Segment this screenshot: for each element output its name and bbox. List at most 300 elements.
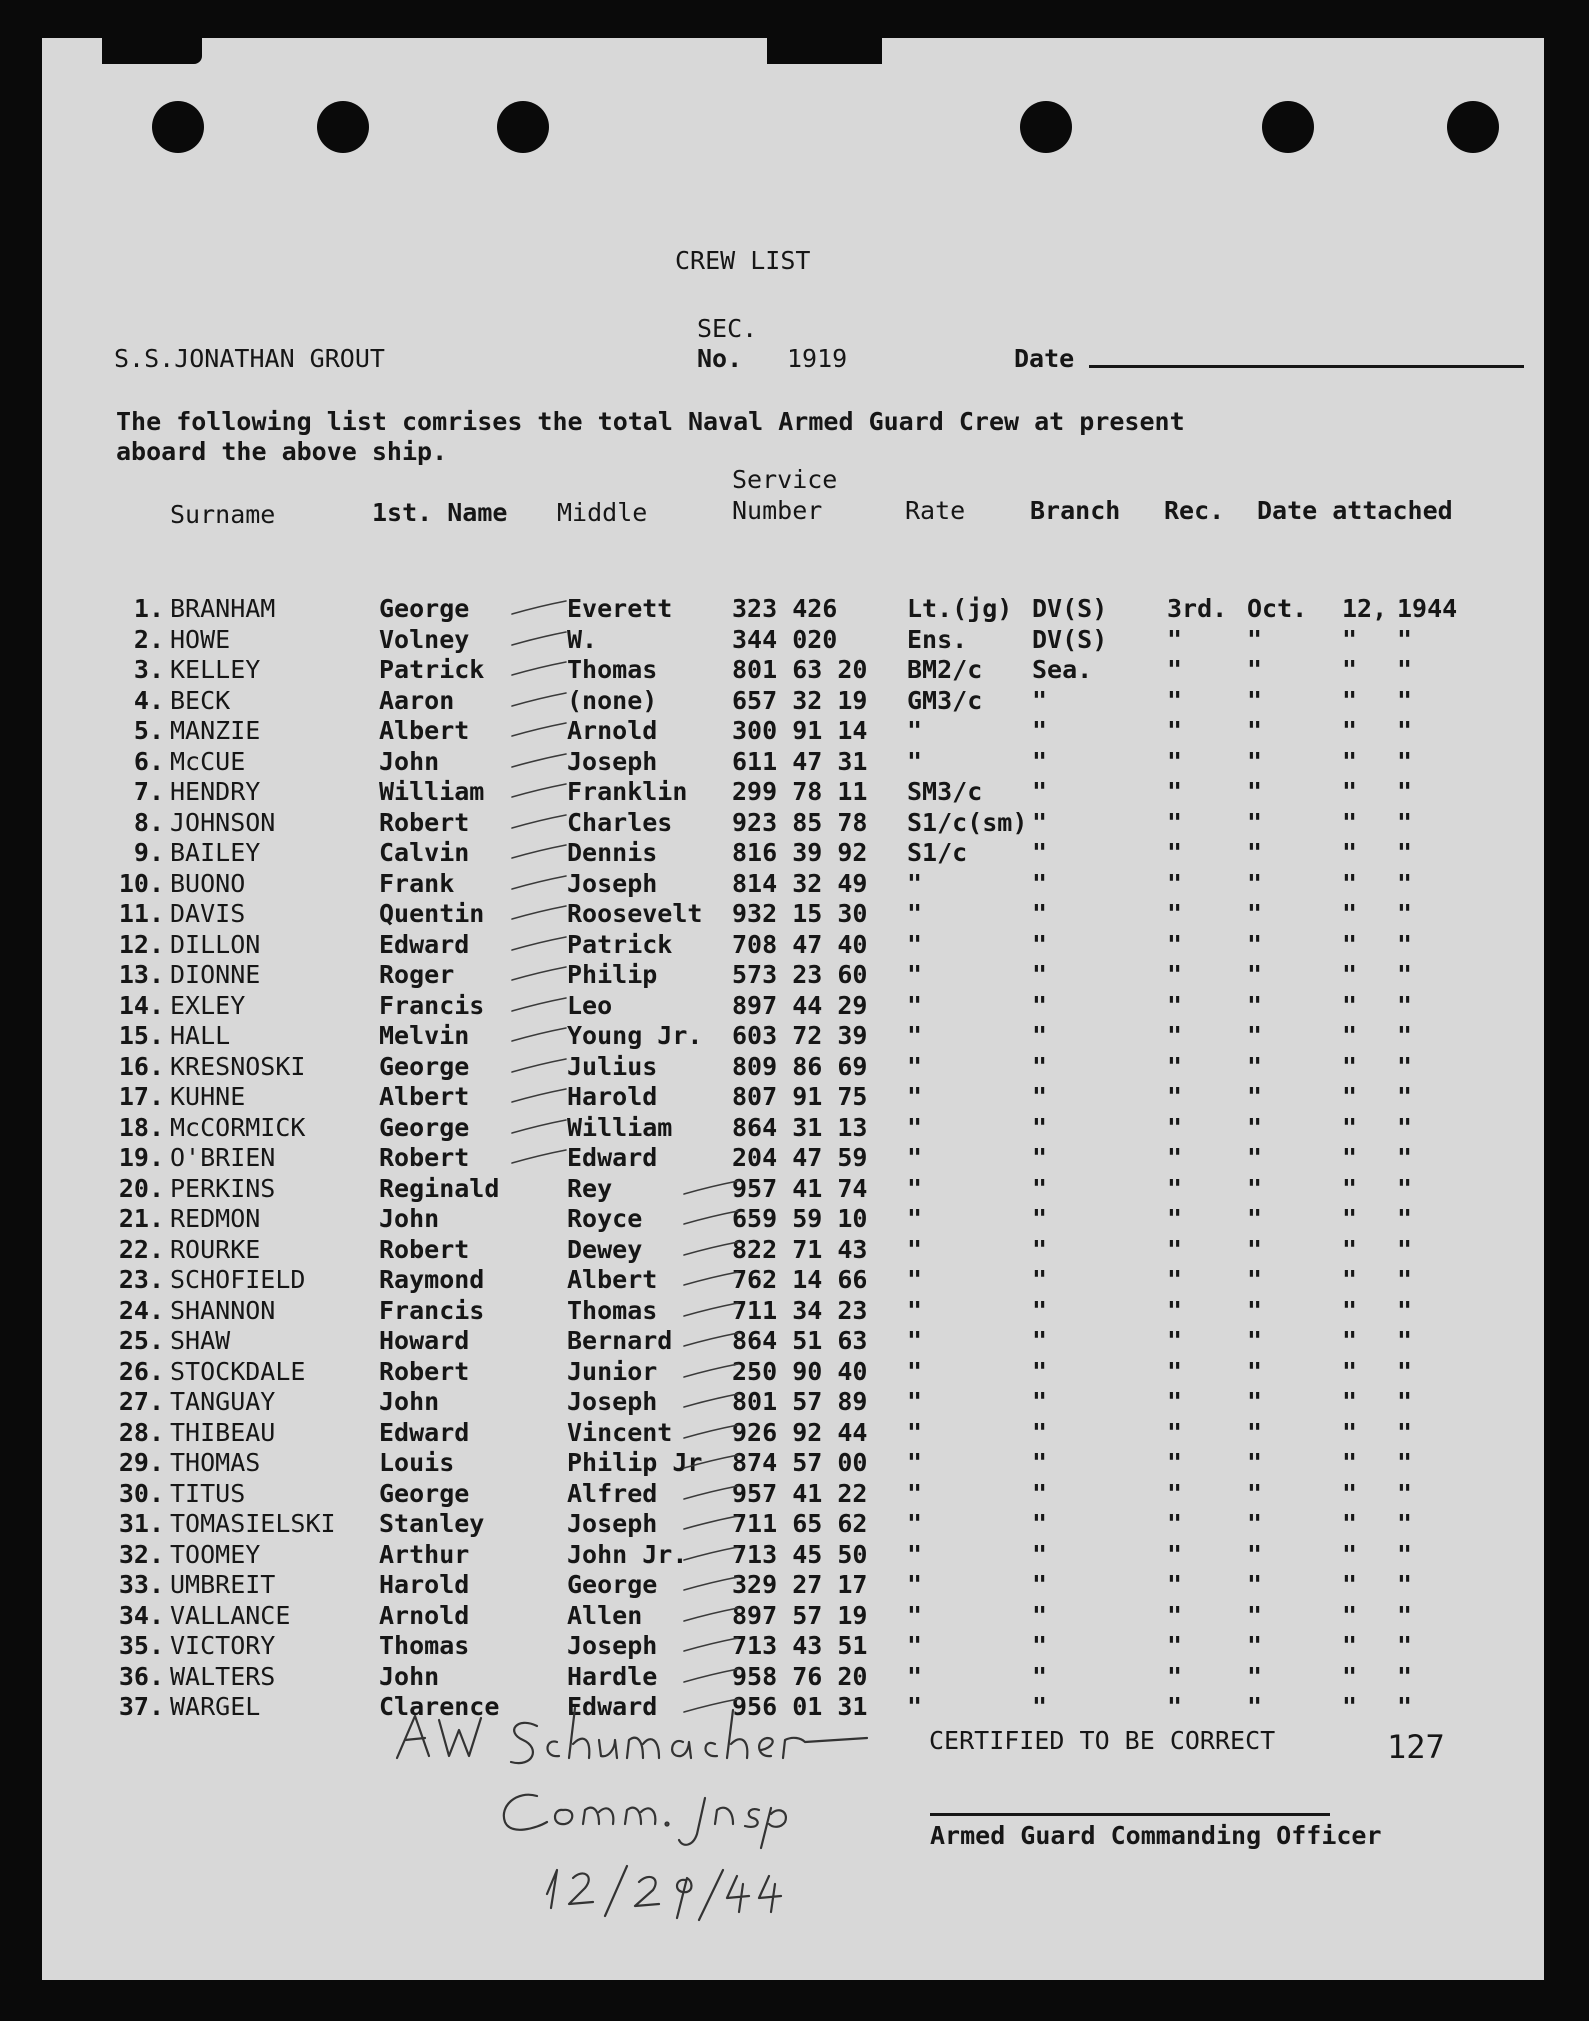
surname-cell: BECK — [170, 686, 231, 715]
date-month-cell: " — [1247, 1631, 1263, 1660]
date-year-cell: " — [1397, 1143, 1413, 1172]
date-year-cell: " — [1397, 1662, 1413, 1691]
date-month-cell: " — [1247, 1357, 1263, 1386]
middle-name-cell: Rey — [567, 1174, 613, 1203]
date-day-cell: " — [1342, 625, 1358, 654]
first-name-cell: Harold — [379, 1570, 470, 1599]
col-header-date-attached: Date attached — [1257, 496, 1453, 525]
date-day-cell: " — [1342, 1570, 1358, 1599]
rec-cell: " — [1167, 1326, 1183, 1355]
rec-cell: " — [1167, 1296, 1183, 1325]
rec-cell: " — [1167, 716, 1183, 745]
date-month-cell: " — [1247, 1052, 1263, 1081]
service-number-cell: 801 57 89 — [732, 1387, 868, 1416]
date-year-cell: " — [1397, 1418, 1413, 1447]
rec-cell: " — [1167, 1235, 1183, 1264]
pencil-check-icon — [682, 1544, 742, 1564]
surname-cell: TITUS — [170, 1479, 246, 1508]
surname-cell: UMBREIT — [170, 1570, 276, 1599]
date-year-cell: " — [1397, 1631, 1413, 1660]
rate-cell: " — [907, 869, 923, 898]
first-name-cell: Volney — [379, 625, 470, 654]
row-number: 5. — [133, 716, 164, 745]
branch-cell: " — [1032, 1326, 1048, 1355]
date-year-cell: " — [1397, 1357, 1413, 1386]
pencil-check-icon — [510, 629, 570, 649]
row-number: 25. — [118, 1326, 164, 1355]
date-year-cell: " — [1397, 1265, 1413, 1294]
first-name-cell: Edward — [379, 1418, 470, 1447]
no-label: No. — [697, 344, 743, 373]
date-month-cell: " — [1247, 1082, 1263, 1111]
service-number-cell: 344 020 — [732, 625, 838, 654]
service-number-cell: 801 63 20 — [732, 655, 868, 684]
row-number: 6. — [133, 747, 164, 776]
date-month-cell: " — [1247, 991, 1263, 1020]
date-year-cell: " — [1397, 747, 1413, 776]
middle-name-cell: Edward — [567, 1692, 658, 1721]
date-year-cell: " — [1397, 991, 1413, 1020]
rec-cell: " — [1167, 1601, 1183, 1630]
date-month-cell: " — [1247, 838, 1263, 867]
col-header-first: 1st. Name — [372, 498, 508, 527]
branch-cell: " — [1032, 1387, 1048, 1416]
date-year-cell: " — [1397, 1692, 1413, 1721]
date-month-cell: " — [1247, 777, 1263, 806]
first-name-cell: Calvin — [379, 838, 470, 867]
rate-cell: " — [907, 1235, 923, 1264]
row-number: 29. — [118, 1448, 164, 1477]
surname-cell: DIONNE — [170, 960, 261, 989]
date-day-cell: " — [1342, 869, 1358, 898]
pencil-check-icon — [682, 1513, 742, 1533]
pencil-check-icon — [510, 781, 570, 801]
date-day-cell: " — [1342, 1296, 1358, 1325]
branch-cell: " — [1032, 1601, 1048, 1630]
surname-cell: REDMON — [170, 1204, 261, 1233]
row-number: 21. — [118, 1204, 164, 1233]
surname-cell: THIBEAU — [170, 1418, 276, 1447]
branch-cell: Sea. — [1032, 655, 1093, 684]
date-year-cell: " — [1397, 716, 1413, 745]
date-day-cell: " — [1342, 960, 1358, 989]
service-number-cell: 897 44 29 — [732, 991, 868, 1020]
middle-name-cell: Hardle — [567, 1662, 658, 1691]
middle-name-cell: Harold — [567, 1082, 658, 1111]
pencil-check-icon — [510, 842, 570, 862]
service-number-cell: 762 14 66 — [732, 1265, 868, 1294]
service-number-cell: 932 15 30 — [732, 899, 868, 928]
date-year-cell: " — [1397, 1113, 1413, 1142]
rate-cell: " — [907, 1418, 923, 1447]
branch-cell: " — [1032, 1357, 1048, 1386]
pencil-check-icon — [510, 690, 570, 710]
date-day-cell: " — [1342, 1509, 1358, 1538]
service-number-cell: 708 47 40 — [732, 930, 868, 959]
rate-cell: " — [907, 1387, 923, 1416]
rate-cell: " — [907, 1113, 923, 1142]
pencil-check-icon — [682, 1178, 742, 1198]
service-number-cell: 923 85 78 — [732, 808, 868, 837]
col-header-service-top: Service — [732, 465, 838, 494]
date-year-cell: " — [1397, 838, 1413, 867]
date-month-cell: " — [1247, 869, 1263, 898]
service-number-cell: 897 57 19 — [732, 1601, 868, 1630]
punch-hole — [1020, 101, 1072, 153]
service-number-cell: 814 32 49 — [732, 869, 868, 898]
date-year-cell: " — [1397, 655, 1413, 684]
date-month-cell: " — [1247, 808, 1263, 837]
date-day-cell: " — [1342, 1265, 1358, 1294]
first-name-cell: Robert — [379, 1357, 470, 1386]
pencil-check-icon — [682, 1208, 742, 1228]
rate-cell: " — [907, 1509, 923, 1538]
branch-cell: " — [1032, 777, 1048, 806]
date-blank-line — [1089, 365, 1524, 368]
date-month-cell: " — [1247, 1265, 1263, 1294]
date-month-cell: " — [1247, 716, 1263, 745]
surname-cell: KUHNE — [170, 1082, 246, 1111]
first-name-cell: Aaron — [379, 686, 455, 715]
date-day-cell: " — [1342, 930, 1358, 959]
rate-cell: " — [907, 716, 923, 745]
sec-number: 1919 — [787, 344, 848, 373]
surname-cell: DILLON — [170, 930, 261, 959]
date-month-cell: " — [1247, 1448, 1263, 1477]
rate-cell: " — [907, 1326, 923, 1355]
ship-name: S.S.JONATHAN GROUT — [114, 344, 385, 373]
rec-cell: " — [1167, 1418, 1183, 1447]
pencil-check-icon — [510, 873, 570, 893]
col-header-middle: Middle — [557, 498, 648, 527]
rec-cell: " — [1167, 1540, 1183, 1569]
rec-cell: " — [1167, 991, 1183, 1020]
pencil-check-icon — [682, 1300, 742, 1320]
pencil-check-icon — [510, 1056, 570, 1076]
branch-cell: " — [1032, 1479, 1048, 1508]
row-number: 34. — [118, 1601, 164, 1630]
date-year-cell: 1944 — [1397, 594, 1458, 623]
rate-cell: " — [907, 1052, 923, 1081]
branch-cell: " — [1032, 1174, 1048, 1203]
service-number-cell: 611 47 31 — [732, 747, 868, 776]
pencil-check-icon — [510, 812, 570, 832]
rec-cell: " — [1167, 1113, 1183, 1142]
service-number-cell: 958 76 20 — [732, 1662, 868, 1691]
date-month-cell: " — [1247, 930, 1263, 959]
date-day-cell: " — [1342, 1387, 1358, 1416]
first-name-cell: Raymond — [379, 1265, 485, 1294]
first-name-cell: George — [379, 1113, 470, 1142]
punch-hole — [1262, 101, 1314, 153]
rate-cell: " — [907, 960, 923, 989]
pencil-check-icon — [682, 1483, 742, 1503]
rec-cell: " — [1167, 655, 1183, 684]
middle-name-cell: Julius — [567, 1052, 658, 1081]
row-number: 2. — [133, 625, 164, 654]
surname-cell: STOCKDALE — [170, 1357, 306, 1386]
date-month-cell: " — [1247, 1509, 1263, 1538]
pencil-check-icon — [682, 1574, 742, 1594]
date-day-cell: " — [1342, 1631, 1358, 1660]
date-day-cell: " — [1342, 777, 1358, 806]
first-name-cell: Arnold — [379, 1601, 470, 1630]
row-number: 23. — [118, 1265, 164, 1294]
branch-cell: " — [1032, 930, 1048, 959]
pencil-check-icon — [682, 1666, 742, 1686]
rec-cell: " — [1167, 1387, 1183, 1416]
date-year-cell: " — [1397, 930, 1413, 959]
rate-cell: " — [907, 1357, 923, 1386]
rate-cell: " — [907, 1662, 923, 1691]
rec-cell: " — [1167, 838, 1183, 867]
branch-cell: " — [1032, 808, 1048, 837]
rec-cell: " — [1167, 930, 1183, 959]
rate-cell: " — [907, 747, 923, 776]
middle-name-cell: Arnold — [567, 716, 658, 745]
surname-cell: TOOMEY — [170, 1540, 261, 1569]
branch-cell: " — [1032, 899, 1048, 928]
pencil-check-icon — [510, 1117, 570, 1137]
surname-cell: BRANHAM — [170, 594, 276, 623]
col-header-rate: Rate — [905, 496, 966, 525]
surname-cell: KRESNOSKI — [170, 1052, 306, 1081]
pencil-check-icon — [682, 1635, 742, 1655]
pencil-check-icon — [682, 1605, 742, 1625]
row-number: 13. — [118, 960, 164, 989]
middle-name-cell: Philip — [567, 960, 658, 989]
date-month-cell: " — [1247, 1479, 1263, 1508]
date-month-cell: " — [1247, 1692, 1263, 1721]
service-number-cell: 807 91 75 — [732, 1082, 868, 1111]
document-page — [42, 38, 1544, 1980]
date-day-cell: " — [1342, 991, 1358, 1020]
middle-name-cell: Roosevelt — [567, 899, 703, 928]
surname-cell: PERKINS — [170, 1174, 276, 1203]
rec-cell: " — [1167, 1174, 1183, 1203]
intro-line-1: The following list comrises the total Naval Armed Guard Crew at present — [116, 407, 1185, 436]
date-year-cell: " — [1397, 1235, 1413, 1264]
service-number-cell: 299 78 11 — [732, 777, 868, 806]
date-year-cell: " — [1397, 1540, 1413, 1569]
middle-name-cell: Albert — [567, 1265, 658, 1294]
date-year-cell: " — [1397, 1448, 1413, 1477]
surname-cell: McCORMICK — [170, 1113, 306, 1142]
date-day-cell: " — [1342, 1601, 1358, 1630]
middle-name-cell: Bernard — [567, 1326, 673, 1355]
branch-cell: " — [1032, 1113, 1048, 1142]
rate-cell: " — [907, 1601, 923, 1630]
row-number: 19. — [118, 1143, 164, 1172]
pencil-check-icon — [682, 1361, 742, 1381]
first-name-cell: Robert — [379, 808, 470, 837]
signature-line — [930, 1813, 1330, 1816]
service-number-cell: 816 39 92 — [732, 838, 868, 867]
row-number: 4. — [133, 686, 164, 715]
date-year-cell: " — [1397, 1021, 1413, 1050]
branch-cell: " — [1032, 838, 1048, 867]
row-number: 30. — [118, 1479, 164, 1508]
rec-cell: " — [1167, 808, 1183, 837]
date-month-cell: " — [1247, 1174, 1263, 1203]
row-number: 12. — [118, 930, 164, 959]
surname-cell: KELLEY — [170, 655, 261, 684]
date-day-cell: " — [1342, 808, 1358, 837]
punch-hole — [1447, 101, 1499, 153]
rec-cell: " — [1167, 960, 1183, 989]
surname-cell: THOMAS — [170, 1448, 261, 1477]
date-day-cell: " — [1342, 655, 1358, 684]
surname-cell: SHAW — [170, 1326, 231, 1355]
date-day-cell: " — [1342, 1326, 1358, 1355]
date-day-cell: " — [1342, 838, 1358, 867]
date-year-cell: " — [1397, 1204, 1413, 1233]
first-name-cell: Edward — [379, 930, 470, 959]
rate-cell: S1/c — [907, 838, 968, 867]
service-number-cell: 603 72 39 — [732, 1021, 868, 1050]
rate-cell: " — [907, 1082, 923, 1111]
date-year-cell: " — [1397, 1601, 1413, 1630]
middle-name-cell: Dewey — [567, 1235, 643, 1264]
service-number-cell: 864 31 13 — [732, 1113, 868, 1142]
date-month-cell: " — [1247, 1235, 1263, 1264]
pencil-check-icon — [510, 903, 570, 923]
first-name-cell: Roger — [379, 960, 455, 989]
branch-cell: DV(S) — [1032, 594, 1108, 623]
date-month-cell: " — [1247, 960, 1263, 989]
branch-cell: " — [1032, 1662, 1048, 1691]
middle-name-cell: Thomas — [567, 655, 658, 684]
service-number-cell: 809 86 69 — [732, 1052, 868, 1081]
date-month-cell: " — [1247, 1143, 1263, 1172]
date-day-cell: " — [1342, 1418, 1358, 1447]
date-day-cell: " — [1342, 747, 1358, 776]
rate-cell: " — [907, 1143, 923, 1172]
surname-cell: WARGEL — [170, 1692, 261, 1721]
rec-cell: 3rd. — [1167, 594, 1228, 623]
date-day-cell: " — [1342, 1143, 1358, 1172]
row-number: 17. — [118, 1082, 164, 1111]
page-title: CREW LIST — [675, 246, 811, 275]
surname-cell: HALL — [170, 1021, 231, 1050]
branch-cell: " — [1032, 1082, 1048, 1111]
first-name-cell: Melvin — [379, 1021, 470, 1050]
date-year-cell: " — [1397, 808, 1413, 837]
certified-text: CERTIFIED TO BE CORRECT — [929, 1726, 1276, 1755]
middle-name-cell: George — [567, 1570, 658, 1599]
surname-cell: JOHNSON — [170, 808, 276, 837]
date-day-cell: " — [1342, 1540, 1358, 1569]
middle-name-cell: Royce — [567, 1204, 643, 1233]
middle-name-cell: Alfred — [567, 1479, 658, 1508]
branch-cell: " — [1032, 1021, 1048, 1050]
col-header-branch: Branch — [1030, 496, 1121, 525]
row-number: 24. — [118, 1296, 164, 1325]
rate-cell: Lt.(jg) — [907, 594, 1013, 623]
rate-cell: " — [907, 1021, 923, 1050]
punch-hole — [317, 101, 369, 153]
date-year-cell: " — [1397, 1326, 1413, 1355]
rate-cell: " — [907, 1570, 923, 1599]
date-month-cell: " — [1247, 1570, 1263, 1599]
branch-cell: " — [1032, 716, 1048, 745]
middle-name-cell: Leo — [567, 991, 613, 1020]
branch-cell: " — [1032, 1265, 1048, 1294]
row-number: 1. — [133, 594, 164, 623]
middle-name-cell: Thomas — [567, 1296, 658, 1325]
pencil-check-icon — [510, 1086, 570, 1106]
middle-name-cell: Joseph — [567, 1509, 658, 1538]
service-number-cell: 250 90 40 — [732, 1357, 868, 1386]
first-name-cell: George — [379, 1479, 470, 1508]
service-number-cell: 956 01 31 — [732, 1692, 868, 1721]
officer-title: Armed Guard Commanding Officer — [930, 1821, 1382, 1850]
rate-cell: " — [907, 1479, 923, 1508]
page-number: 127 — [1387, 1728, 1445, 1766]
row-number: 26. — [118, 1357, 164, 1386]
row-number: 7. — [133, 777, 164, 806]
first-name-cell: George — [379, 1052, 470, 1081]
rate-cell: GM3/c — [907, 686, 983, 715]
date-month-cell: " — [1247, 899, 1263, 928]
date-day-cell: " — [1342, 716, 1358, 745]
row-number: 3. — [133, 655, 164, 684]
first-name-cell: Robert — [379, 1235, 470, 1264]
middle-name-cell: Patrick — [567, 930, 673, 959]
date-month-cell: " — [1247, 1326, 1263, 1355]
date-day-cell: " — [1342, 1662, 1358, 1691]
rate-cell: " — [907, 899, 923, 928]
row-number: 27. — [118, 1387, 164, 1416]
middle-name-cell: Joseph — [567, 1387, 658, 1416]
surname-cell: DAVIS — [170, 899, 246, 928]
rec-cell: " — [1167, 1265, 1183, 1294]
date-day-cell: 12, — [1342, 594, 1388, 623]
rate-cell: " — [907, 1692, 923, 1721]
first-name-cell: Stanley — [379, 1509, 485, 1538]
pencil-check-icon — [510, 598, 570, 618]
col-header-rec: Rec. — [1164, 496, 1225, 525]
handwritten-signature — [387, 1698, 947, 1928]
date-year-cell: " — [1397, 960, 1413, 989]
tape-mark-left — [102, 38, 202, 64]
intro-line-2: aboard the above ship. — [116, 437, 448, 466]
rec-cell: " — [1167, 1357, 1183, 1386]
rate-cell: " — [907, 930, 923, 959]
row-number: 36. — [118, 1662, 164, 1691]
date-month-cell: Oct. — [1247, 594, 1308, 623]
middle-name-cell: William — [567, 1113, 673, 1142]
surname-cell: HOWE — [170, 625, 231, 654]
surname-cell: VALLANCE — [170, 1601, 291, 1630]
branch-cell: DV(S) — [1032, 625, 1108, 654]
first-name-cell: Albert — [379, 716, 470, 745]
middle-name-cell: (none) — [567, 686, 658, 715]
date-year-cell: " — [1397, 1509, 1413, 1538]
pencil-check-icon — [510, 659, 570, 679]
middle-name-cell: Everett — [567, 594, 673, 623]
rate-cell: " — [907, 1448, 923, 1477]
date-day-cell: " — [1342, 1082, 1358, 1111]
row-number: 37. — [118, 1692, 164, 1721]
rate-cell: BM2/c — [907, 655, 983, 684]
date-year-cell: " — [1397, 899, 1413, 928]
pencil-check-icon — [682, 1452, 742, 1472]
row-number: 14. — [118, 991, 164, 1020]
pencil-check-icon — [682, 1391, 742, 1411]
service-number-cell: 711 34 23 — [732, 1296, 868, 1325]
date-year-cell: " — [1397, 1479, 1413, 1508]
